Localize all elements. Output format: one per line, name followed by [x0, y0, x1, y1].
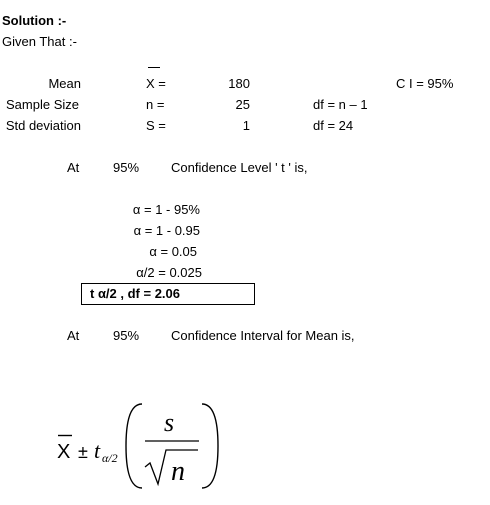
formula-numerator: s: [164, 408, 175, 437]
alpha-step-3: α = 0.05: [149, 244, 197, 259]
confidence-level-text: Confidence Level ' t ' is,: [171, 160, 308, 175]
formula-xbar: X: [57, 441, 71, 463]
mean-value: 180: [228, 76, 250, 91]
confidence-interval-text: Confidence Interval for Mean is,: [171, 328, 355, 343]
sample-size-label: Sample Size: [6, 97, 79, 112]
right-parenthesis: [202, 404, 218, 488]
mean-symbol: X =: [146, 76, 166, 91]
confidence-percent-1: 95%: [113, 160, 140, 175]
given-that-label: Given That :-: [2, 34, 77, 49]
alpha-step-2: α = 1 - 0.95: [133, 223, 200, 238]
solution-heading: Solution :-: [2, 13, 67, 28]
formula-denominator: n: [171, 456, 185, 487]
df-value: df = 24: [313, 118, 354, 133]
confidence-percent-2: 95%: [113, 328, 140, 343]
left-parenthesis: [126, 404, 142, 488]
confidence-interval-label: C I = 95%: [396, 76, 454, 91]
std-deviation-value: 1: [242, 118, 250, 133]
confidence-interval-formula: [50, 396, 230, 496]
std-deviation-symbol: S =: [146, 118, 166, 133]
sample-size-value: 25: [235, 97, 250, 112]
xbar-overline: [148, 67, 160, 68]
formula-plus-minus: ±: [78, 442, 88, 462]
formula-t: t: [94, 438, 101, 463]
at-label-2: At: [67, 328, 80, 343]
df-formula: df = n – 1: [313, 97, 368, 112]
alpha-step-4: α/2 = 0.025: [136, 265, 202, 280]
formula-t-subscript: α/2: [102, 451, 118, 465]
at-label-1: At: [67, 160, 80, 175]
sample-size-symbol: n =: [146, 97, 165, 112]
mean-label: Mean: [48, 76, 81, 91]
t-value-result: t α/2 , df = 2.06: [90, 286, 180, 301]
std-deviation-label: Std deviation: [5, 118, 81, 133]
alpha-step-1: α = 1 - 95%: [132, 202, 200, 217]
